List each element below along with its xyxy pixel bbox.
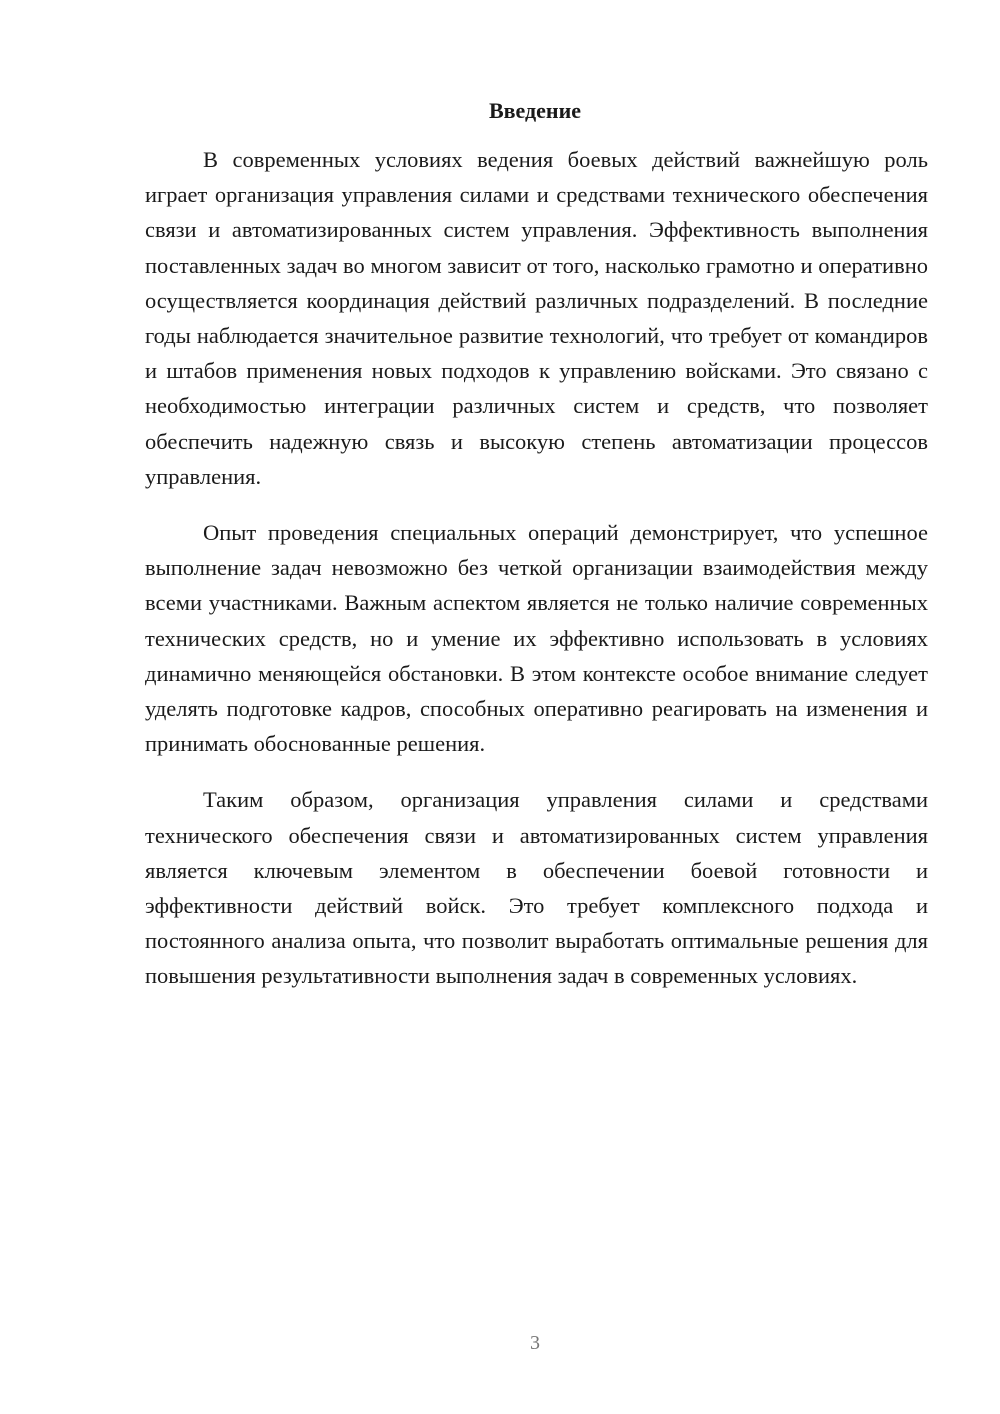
paragraph-2: Опыт проведения специальных операций демонстрирует, что успешное выполнение задач невозможно без четкой организации взаимодействия между всеми участниками. Важным аспектом является не только наличие современных технических средств, но и умение их эффективно использовать в условиях динамично меняющейся обстановки. В этом контексте особое внимание следует уделять подготовке кадров, способных оперативно реагировать на изменения и принимать обоснованные решения. [145,520,928,757]
body-text [145,142,928,994]
page-number: 3 [530,1332,540,1354]
paragraph-3: Таким образом, организация управления силами и средствами технического обеспечения связи и автоматизированных систем управления является ключевым элементом в обеспечении боевой готовности и эффективности действий войск. Это требует комплексного подхода и постоянного анализа опыта, что позволит выработать оптимальные решения для повышения результативности выполнения задач в современных условиях. [145,787,928,989]
paragraph-1: В современных условиях ведения боевых действий важнейшую роль играет организация управления силами и средствами технического обеспечения связи и автоматизированных систем управления. Эффективность выполнения поставленных задач во многом зависит от того, насколько грамотно и оперативно осуществляется координация действий различных подразделений. В последние годы наблюдается значительное развитие технологий, что требует от командиров и штабов применения новых подходов к управлению войсками. Это связано с необходимостью интеграции различных систем и средств, что позволяет обеспечить надежную связь и высокую степень автоматизации процессов управления. [145,147,928,489]
section-heading: Введение [488,98,582,123]
